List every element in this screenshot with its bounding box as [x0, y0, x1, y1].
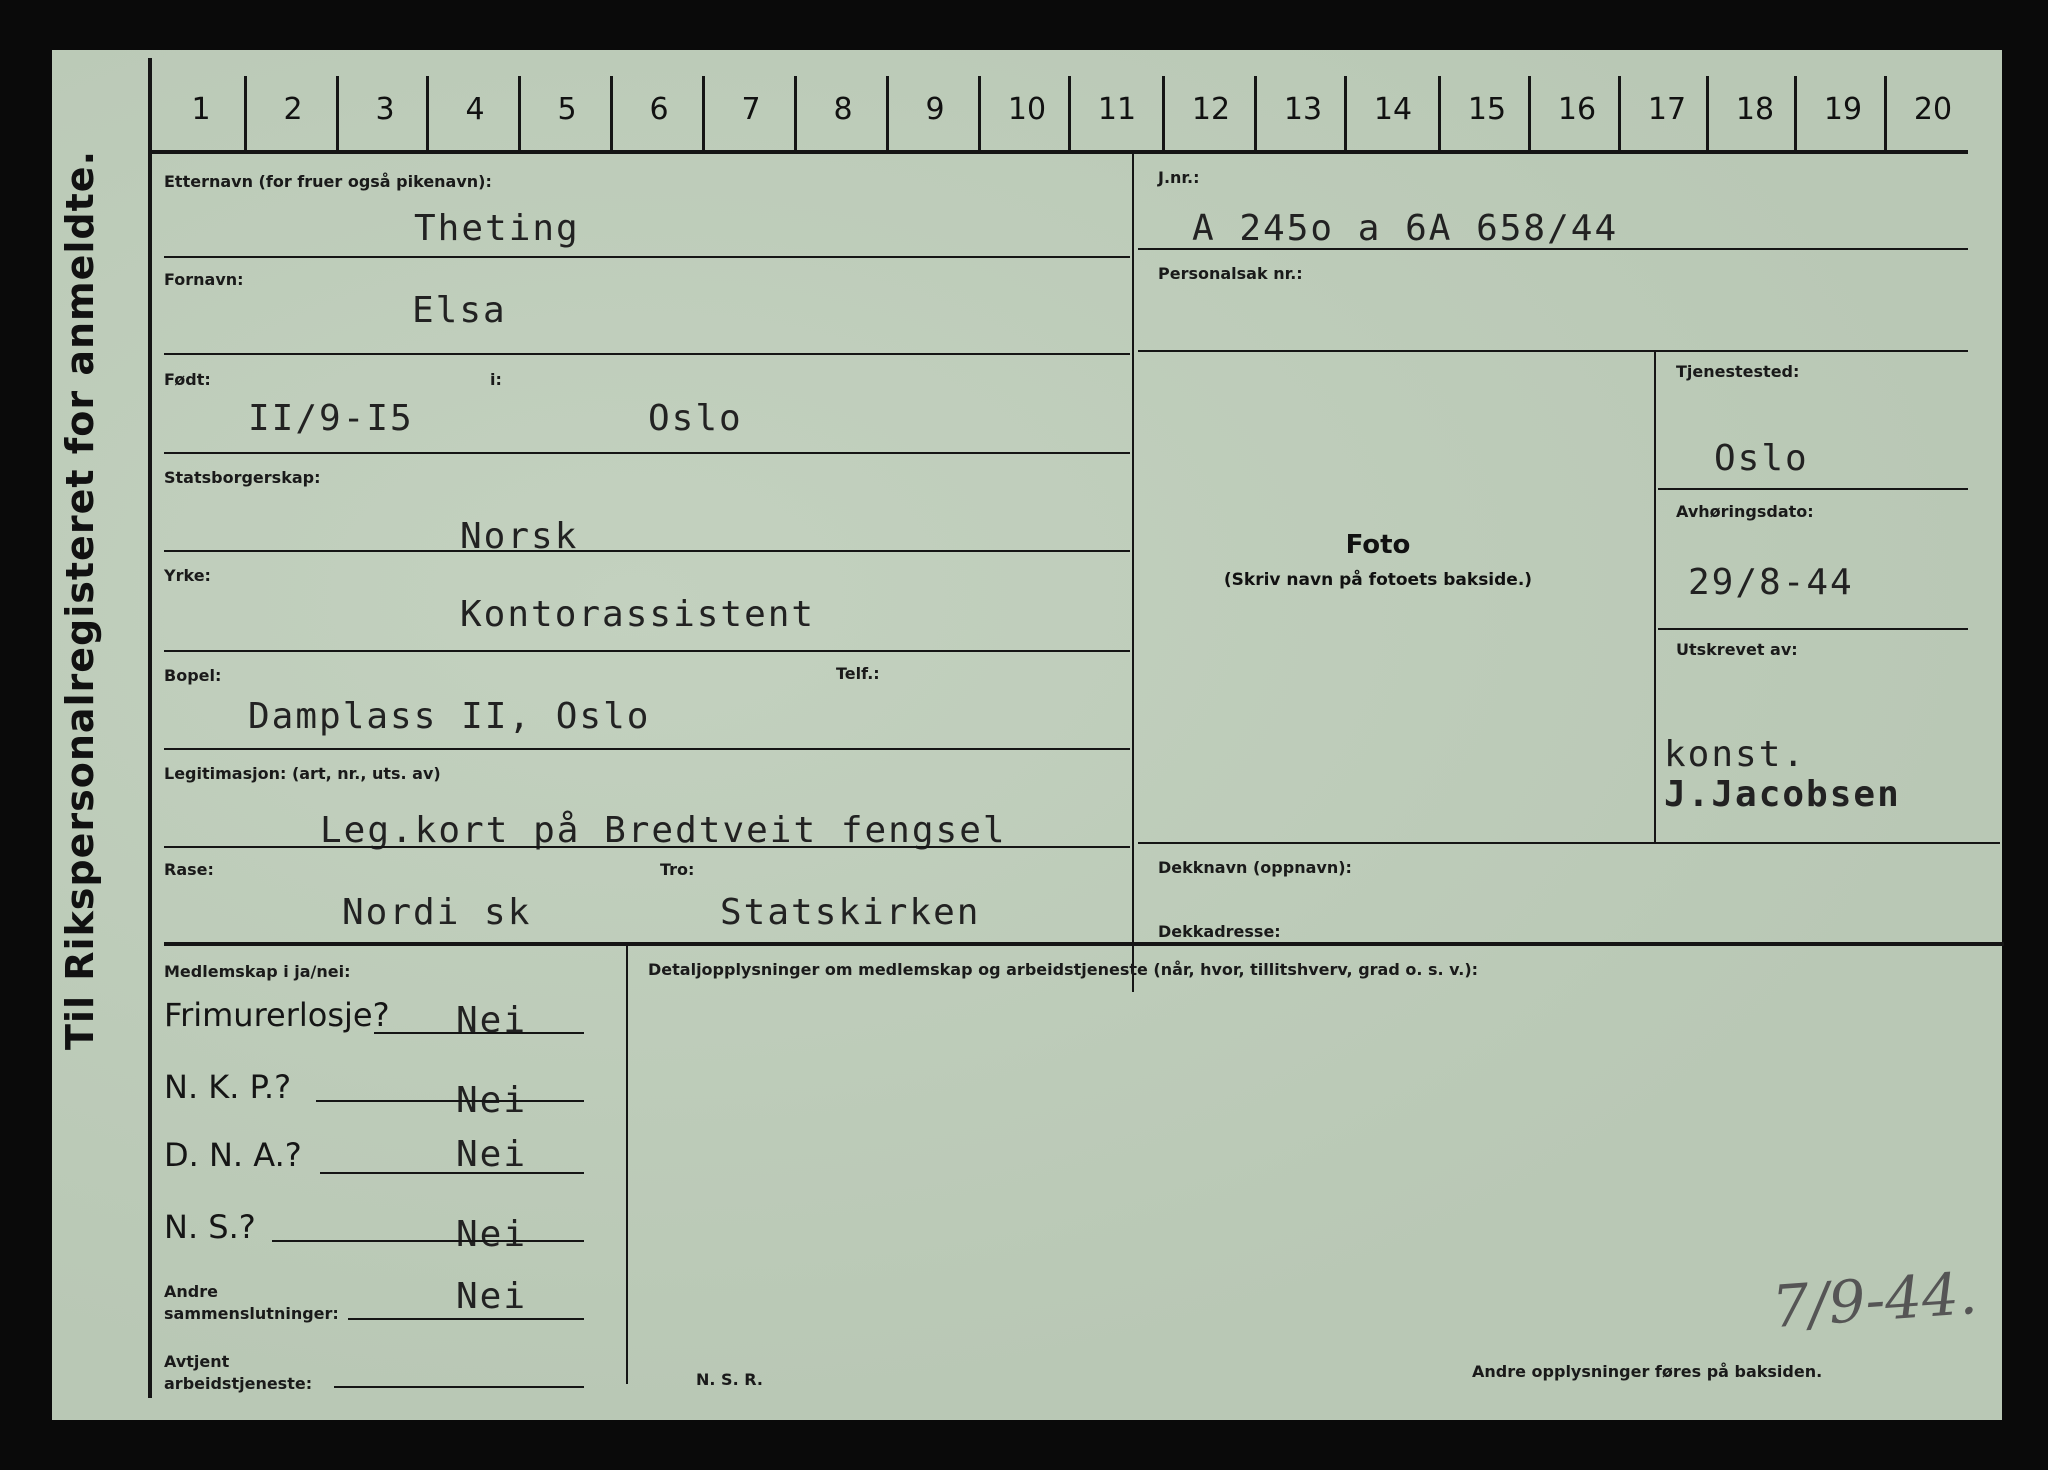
fornavn-line — [164, 353, 1130, 355]
frimurer-value: Nei — [456, 1000, 528, 1041]
column-number: 20 — [1913, 92, 1953, 127]
foto-title: Foto — [1345, 530, 1411, 560]
bopel-label: Bopel: — [164, 666, 222, 685]
tro-value: Statskirken — [720, 892, 981, 933]
avtjent-line — [334, 1386, 584, 1388]
left-border — [148, 58, 152, 1398]
column-divider — [610, 76, 613, 150]
fornavn-value: Elsa — [412, 290, 507, 331]
nkp-line — [316, 1100, 584, 1102]
andre-line — [348, 1318, 584, 1320]
column-divider — [1706, 76, 1709, 150]
sidebar-text: Til Rikspersonalregisteret for anmeldte. — [58, 149, 102, 1050]
column-divider — [244, 76, 247, 150]
lower-divider — [626, 946, 628, 1384]
fodested-value: Oslo — [648, 398, 743, 439]
column-divider — [1162, 76, 1165, 150]
column-number: 7 — [741, 92, 761, 127]
utskrevet-value-1: konst. — [1664, 734, 1807, 775]
column-number: 11 — [1097, 92, 1137, 127]
tjenestested-value: Oslo — [1714, 438, 1809, 479]
column-divider — [1438, 76, 1441, 150]
personalsak-label: Personalsak nr.: — [1158, 264, 1303, 283]
bopel-value: Damplass II, Oslo — [248, 696, 651, 737]
column-number: 14 — [1373, 92, 1413, 127]
fornavn-label: Fornavn: — [164, 270, 244, 289]
column-number: 19 — [1823, 92, 1863, 127]
statsborgerskap-line — [164, 550, 1130, 552]
fodt-value: II/9-I5 — [248, 398, 414, 439]
footer-note: Andre opplysninger føres på baksiden. — [1472, 1362, 1823, 1381]
dekknavn-label: Dekknavn (oppnavn): — [1158, 858, 1352, 877]
fodt-line — [164, 452, 1130, 454]
jnr-label: J.nr.: — [1158, 168, 1200, 187]
column-divider — [702, 76, 705, 150]
photo-bottom-line — [1138, 842, 2000, 844]
column-divider — [1794, 76, 1797, 150]
ns-line — [272, 1240, 584, 1242]
column-number: 12 — [1191, 92, 1231, 127]
yrke-value: Kontorassistent — [460, 594, 816, 635]
telefon-label: Telf.: — [836, 664, 880, 683]
column-divider — [518, 76, 521, 150]
column-number: 6 — [649, 92, 669, 127]
ns-label: N. S.? — [164, 1208, 256, 1246]
statsborgerskap-label: Statsborgerskap: — [164, 468, 321, 487]
rase-value: Nordi sk — [342, 892, 532, 933]
avtjent-label-2: arbeidstjeneste: — [164, 1374, 313, 1393]
column-divider — [426, 76, 429, 150]
yrke-line — [164, 650, 1130, 652]
lower-section-rule — [164, 942, 2004, 946]
avhoringsdato-line — [1658, 628, 1968, 630]
frimurer-line — [374, 1032, 584, 1034]
personalsak-line — [1138, 350, 1968, 352]
details-heading: Detaljopplysninger om medlemskap og arbeidstjeneste (når, hvor, tillitshverv, grad o. s. v.): — [648, 960, 1479, 979]
andre-value: Nei — [456, 1276, 528, 1317]
column-number: 4 — [465, 92, 485, 127]
rase-label: Rase: — [164, 860, 214, 879]
frimurer-label: Frimurerlosje? — [164, 996, 390, 1034]
jnr-line — [1138, 248, 1968, 250]
column-divider — [978, 76, 981, 150]
footer-nsr: N. S. R. — [696, 1370, 763, 1389]
fodt-label: Født: — [164, 370, 211, 389]
column-number: 10 — [1007, 92, 1047, 127]
column-number: 8 — [833, 92, 853, 127]
ns-value: Nei — [456, 1214, 528, 1255]
tro-label: Tro: — [660, 860, 695, 879]
tjenestested-label: Tjenestested: — [1676, 362, 1800, 381]
andre-label-1: Andre — [164, 1282, 218, 1301]
column-divider — [886, 76, 889, 150]
legitimasjon-label: Legitimasjon: (art, nr., uts. av) — [164, 764, 441, 783]
dekkadresse-label: Dekkadresse: — [1158, 922, 1281, 941]
utskrevet-label: Utskrevet av: — [1676, 640, 1798, 659]
header-rule — [148, 150, 1968, 154]
column-number: 2 — [283, 92, 303, 127]
column-number: 13 — [1283, 92, 1323, 127]
bopel-line — [164, 748, 1130, 750]
jnr-value: A 245o a 6A 658/44 — [1192, 208, 1619, 249]
column-divider — [1618, 76, 1621, 150]
etternavn-label: Etternavn (for fruer også pikenavn): — [164, 172, 492, 191]
column-number: 17 — [1647, 92, 1687, 127]
legitimasjon-line — [164, 846, 1130, 848]
andre-label-2: sammenslutninger: — [164, 1304, 339, 1323]
column-number: 16 — [1557, 92, 1597, 127]
column-number: 9 — [925, 92, 945, 127]
upper-divider — [1132, 154, 1134, 992]
column-number: 15 — [1467, 92, 1507, 127]
dna-label: D. N. A.? — [164, 1136, 302, 1174]
yrke-label: Yrke: — [164, 566, 211, 585]
etternavn-line — [164, 256, 1130, 258]
registration-card — [52, 50, 2002, 1420]
handwritten-date: 7/9-44. — [1769, 1258, 1980, 1342]
membership-heading: Medlemskap i ja/nei: — [164, 962, 351, 981]
column-number: 18 — [1735, 92, 1775, 127]
column-divider — [336, 76, 339, 150]
column-number: 5 — [557, 92, 577, 127]
fodested-label: i: — [490, 370, 502, 389]
avhoringsdato-label: Avhøringsdato: — [1676, 502, 1814, 521]
legitimasjon-value: Leg.kort på Bredtveit fengsel — [320, 810, 1007, 851]
nkp-label: N. K. P.? — [164, 1068, 292, 1106]
etternavn-value: Theting — [414, 208, 580, 249]
dna-line — [320, 1172, 584, 1174]
nkp-value: Nei — [456, 1080, 528, 1121]
photo-right-border — [1654, 352, 1656, 842]
column-divider — [1884, 76, 1887, 150]
column-divider — [1344, 76, 1347, 150]
avhoringsdato-value: 29/8-44 — [1688, 562, 1854, 603]
column-number: 1 — [191, 92, 211, 127]
column-number: 3 — [375, 92, 395, 127]
column-divider — [1068, 76, 1071, 150]
foto-note: (Skriv navn på fotoets bakside.) — [1223, 570, 1533, 590]
avtjent-label-1: Avtjent — [164, 1352, 230, 1371]
column-divider — [1254, 76, 1257, 150]
column-divider — [1528, 76, 1531, 150]
statsborgerskap-value: Norsk — [460, 516, 579, 557]
utskrevet-value-2: J.Jacobsen — [1664, 774, 1901, 815]
dna-value: Nei — [456, 1134, 528, 1175]
column-divider — [794, 76, 797, 150]
tjenestested-line — [1658, 488, 1968, 490]
